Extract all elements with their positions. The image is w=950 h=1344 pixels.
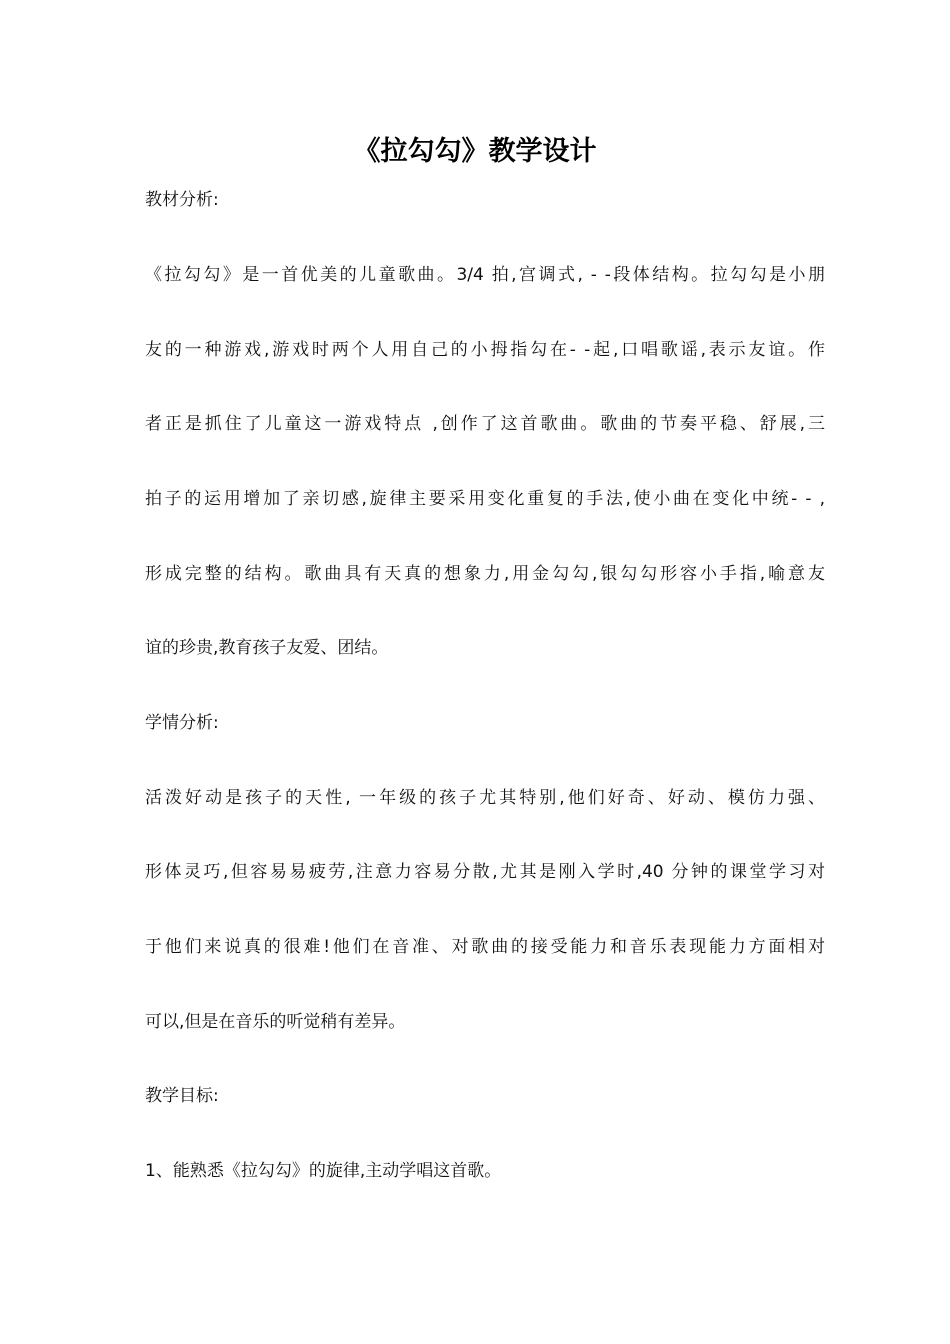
paragraph-line: 《拉勾勾》是一首优美的儿童歌曲。3/4 拍,宫调式, - -段体结构。拉勾勾是小朋 [145, 265, 825, 285]
section-heading-students: 学情分析: [145, 713, 219, 733]
paragraph-line: 于他们来说真的很难!他们在音准、对歌曲的接受能力和音乐表现能力方面相对 [145, 937, 825, 957]
paragraph-line: 拍子的运用增加了亲切感,旋律主要采用变化重复的手法,使小曲在变化中统- - , [145, 489, 825, 509]
paragraph-line: 可以,但是在音乐的听觉稍有差异。 [145, 1012, 406, 1032]
paragraph-line: 形成完整的结构。歌曲具有天真的想象力,用金勾勾,银勾勾形容小手指,喻意友 [145, 564, 825, 584]
list-item: 1、能熟悉《拉勾勾》的旋律,主动学唱这首歌。 [145, 1161, 502, 1181]
paragraph-line: 者正是抓住了儿童这一游戏特点 ,创作了这首歌曲。歌曲的节奏平稳、舒展,三 [145, 414, 825, 434]
paragraph-line: 形体灵巧,但容易易疲劳,注意力容易分散,尤其是刚入学时,40 分钟的课堂学习对 [145, 862, 825, 882]
paragraph-line: 活泼好动是孩子的天性, 一年级的孩子尤其特别,他们好奇、好动、模仿力强、 [145, 788, 825, 808]
document-title: 《拉勾勾》教学设计 [353, 136, 597, 167]
paragraph-line: 谊的珍贵,教育孩子友爱、团结。 [145, 638, 389, 658]
paragraph-line: 友的一种游戏,游戏时两个人用自己的小拇指勾在- -起,口唱歌谣,表示友谊。作 [145, 340, 825, 360]
section-heading-material: 教材分析: [145, 190, 219, 210]
section-heading-goals: 教学目标: [145, 1086, 219, 1106]
